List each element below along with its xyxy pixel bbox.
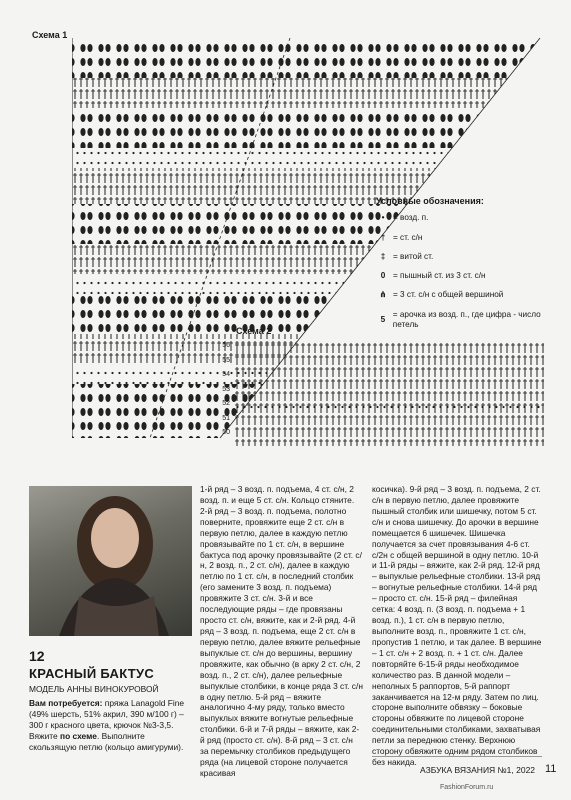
legend [376,196,566,339]
double-crochet-icon: † [380,232,386,242]
legend-item: 5 = арочка из возд. п., где цифра - число петель [376,310,566,331]
cluster-icon: ⋔ [379,290,387,300]
page-number: 11 [545,763,557,775]
legend-item: ⋔ = 3 ст. с/н с общей вершиной [376,290,566,300]
scheme2-label: Схема 2 [236,326,272,336]
legend-item: ‡ = витой ст. [376,252,566,262]
row-number: 51 [222,414,230,422]
row-number: 54 [222,371,230,378]
puff-stitch-icon: 0 [380,271,386,280]
scheme2-row-numbers [218,342,230,444]
legend-item: 0 = пышный ст. из 3 ст. с/н [376,271,566,281]
materials-text: Вам потребуется: пряжа Lanagold Fine (49% шерсть, 51% акрил, 390 м/100 г) – 300 г красного цвета, крючок №3-3,5. Вяжите по схеме. Выполните скользящую петлю (кольцо амигуруми). [29,698,185,752]
arch-icon: 5 [380,314,386,324]
row-number: 52 [222,400,230,407]
magazine-footer: АЗБУКА ВЯЗАНИЯ №1, 2022 [420,765,536,775]
scheme1-label: Схема 1 [32,30,68,40]
instructions-column-2: косичка). 9-й ряд – 3 возд. п. подъема, 2 ст. с/н в первую петлю, далее провяжите пышный столбик или шишечку, потом 5 ст. с/н и снова шишечку. До арочки в вершине помещается 6 шишечек. Шишечка получается за счет провязывания 4-6 ст. с/2н с общей вершиной в одну петлю. 10-й и 11-й ряды – вяжите, как 2-й ряд. 12-й ряд – выпуклые рельефные столбики. 13-й ряд – вогнутые рельефные столбики. 14-й ряд – просто ст. с/н. 15-й ряд – филейная сетка: 4 возд. п. (3 возд. п. подъема + 1 возд. п.), 1 ст. с/н в первую петлю, выполните возд. п., провяжите 1 ст. с/н, пропустив 1 петлю, и так далее. В вершине – 1 ст. с/н + 2 возд. п. + 1 ст. с/н. Далее повторяйте 6-15-й ряды необходимое количество раз. В данной модели – неполных 5 раппортов, 5-й раппорт заканчивается на 12-м ряду. Затем по лиц. стороне выполните обвязку – боковые стороны обвяжите по лицевой стороне соединительными столбиками, захватывая петли за переднюю стенку. Верхнюю сторону обвяжите одним рядом столбиков без накида. [372,484,542,768]
footer-divider [372,756,542,757]
chain-icon: • [381,213,385,223]
row-number: 55 [222,356,230,364]
model-photo [29,486,192,636]
watermark: FashionForum.ru [440,784,494,791]
legend-item: • = возд. п. [376,213,566,223]
scheme2-diagram [234,342,544,446]
row-number: 53 [222,385,230,393]
pattern-number: 12 [29,648,45,664]
instructions-column-1: 1-й ряд – 3 возд. п. подъема, 4 ст. с/н, 2 возд. п. и еще 5 ст. с/н. Кольцо стяните. 2-й ряд – 3 возд. п. подъема, полотно поверните, провяжите еще 2 ст. с/н в первую петлю, далее в каждую петлю провязывайте по 1 ст. с/н, в вершине бактуса под арочку провязывайте (2 ст. с/н, 2 возд. п., 2 ст. с/н), далее в каждую петлю по 1 ст. с/н, в последний столбик (его замените 3 возд. п. подъема) провяжите 3 ст. с/н. 3-й и все последующие ряды – где провязаны просто ст. с/н, вяжите, как и 2-й ряд. 4-й ряд – 3 возд. п. подъема, еще 2 ст. с/н в первую петлю, далее вяжите рельефные выпуклые ст. с/н до вершины, вершину провяжите, как обычно (в арку 2 ст. с/н, 2 возд. п., 2 ст. с/н), далее рельефные выпуклые столбики, в конце ряда 3 ст. с/н в одну петлю. 5-й ряд – вяжите аналогично 4-му ряду, только вместо выпуклых вяжите вогнутые рельефные столбики. 6-й и 7-й ряды – вяжите, как 2-й ряд (просто ст. с/н). 8-й ряд – 3 ст. с/н за перемычку столбиков предыдущего ряда (на лицевой стороне получается красивая [200,484,363,778]
row-number: 50 [222,429,230,436]
twisted-stitch-icon: ‡ [380,251,386,261]
row-number: 56 [222,342,230,349]
legend-title: Условные обозначения: [376,196,484,206]
pattern-author: МОДЕЛЬ АННЫ ВИНОКУРОВОЙ [29,684,159,694]
legend-item: † = ст. с/н [376,233,566,243]
pattern-title: КРАСНЫЙ БАКТУС [29,666,155,681]
